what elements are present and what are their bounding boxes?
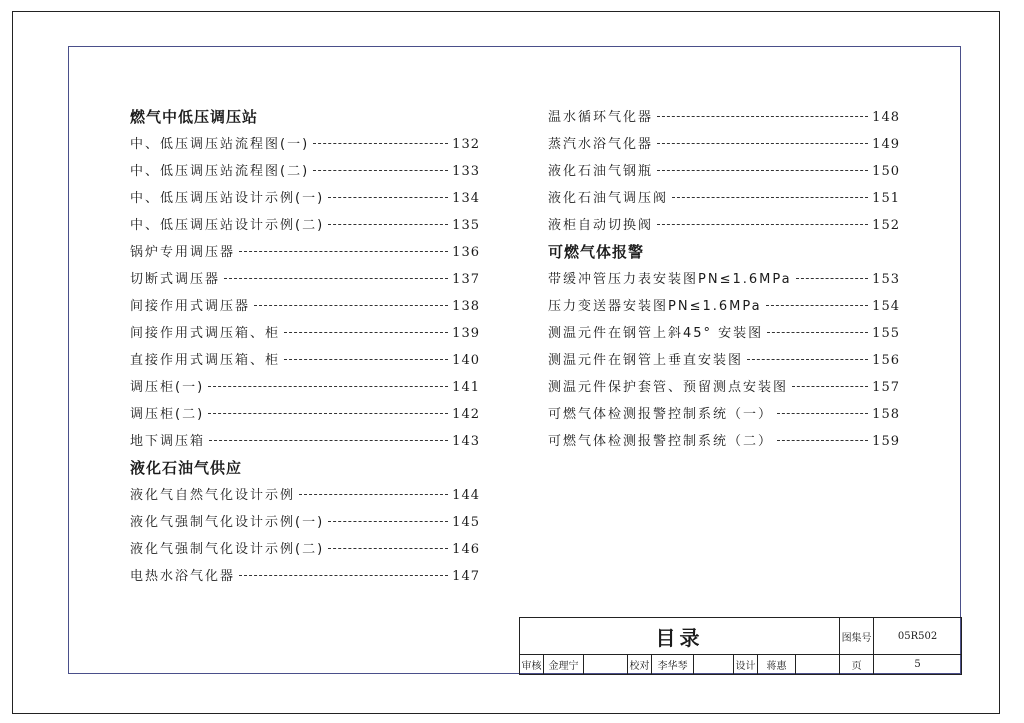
toc-entry[interactable] — [130, 160, 480, 187]
toc-entry-page: 137 — [452, 272, 480, 287]
dot-leader — [657, 170, 868, 171]
toc-entry-page: 150 — [872, 164, 900, 179]
toc-entry[interactable] — [130, 133, 480, 160]
dot-leader — [224, 278, 448, 279]
dot-leader — [208, 413, 448, 414]
toc-entry[interactable] — [548, 268, 900, 295]
toc-entry[interactable] — [548, 403, 900, 430]
toc-entry-page: 142 — [452, 407, 480, 422]
toc-right-column — [548, 106, 900, 457]
toc-entry[interactable] — [548, 322, 900, 349]
dot-leader — [767, 332, 868, 333]
review-signature — [584, 655, 628, 675]
toc-entry-page: 143 — [452, 434, 480, 449]
check-label: 校对 — [628, 655, 652, 675]
dot-leader — [328, 197, 448, 198]
toc-entry-title: 调压柜(二) — [130, 407, 205, 422]
dot-leader — [284, 332, 448, 333]
toc-entry[interactable] — [130, 376, 480, 403]
toc-entry-page: 159 — [872, 434, 900, 449]
toc-entry-title: 液化气自然气化设计示例 — [130, 488, 296, 503]
toc-entry-page: 134 — [452, 191, 480, 206]
toc-entry-title: 中、低压调压站设计示例(一) — [130, 191, 325, 206]
check-signature — [694, 655, 734, 675]
toc-entry[interactable] — [130, 187, 480, 214]
toc-entry-title: 调压柜(一) — [130, 380, 205, 395]
dot-leader — [657, 116, 868, 117]
dot-leader — [284, 359, 448, 360]
design-name: 蒋惠 — [758, 655, 796, 675]
review-name: 金理宁 — [544, 655, 584, 675]
dot-leader — [328, 224, 448, 225]
toc-entry-page: 147 — [452, 569, 480, 584]
toc-entry[interactable] — [130, 214, 480, 241]
toc-entry[interactable] — [548, 160, 900, 187]
toc-entry-page: 141 — [452, 380, 480, 395]
toc-entry-title: 可燃气体检测报警控制系统（一） — [548, 407, 774, 422]
toc-entry-page: 133 — [452, 164, 480, 179]
toc-entry-page: 156 — [872, 353, 900, 368]
toc-entry-page: 152 — [872, 218, 900, 233]
toc-entry[interactable] — [130, 565, 480, 592]
toc-entry[interactable] — [548, 376, 900, 403]
toc-entry[interactable] — [548, 214, 900, 241]
toc-entry-title: 锅炉专用调压器 — [130, 245, 236, 260]
toc-left-column — [130, 106, 480, 592]
toc-entry-page: 148 — [872, 110, 900, 125]
toc-entry-title: 直接作用式调压箱、柜 — [130, 353, 281, 368]
toc-entry-title: 蒸汽水浴气化器 — [548, 137, 654, 152]
review-label: 审核 — [520, 655, 544, 675]
toc-entry-page: 135 — [452, 218, 480, 233]
toc-entry-title: 测温元件保护套管、预留测点安装图 — [548, 380, 789, 395]
toc-entry-page: 140 — [452, 353, 480, 368]
toc-entry[interactable] — [548, 430, 900, 457]
dot-leader — [796, 278, 869, 279]
toc-entry-page: 136 — [452, 245, 480, 260]
toc-entry-title: 液化石油气钢瓶 — [548, 164, 654, 179]
toc-entry[interactable] — [130, 241, 480, 268]
toc-entry[interactable] — [130, 484, 480, 511]
toc-entry-page: 151 — [872, 191, 900, 206]
drawing-title: 目录 — [520, 618, 840, 655]
dot-leader — [777, 413, 868, 414]
page-label: 页 — [840, 655, 874, 675]
toc-entry-title: 可燃气体检测报警控制系统（二） — [548, 434, 774, 449]
dot-leader — [239, 251, 448, 252]
toc-entry-title: 压力变送器安装图PN≤1.6MPa — [548, 299, 762, 314]
dot-leader — [657, 224, 868, 225]
toc-entry-page: 138 — [452, 299, 480, 314]
check-name: 李华琴 — [652, 655, 694, 675]
dot-leader — [299, 494, 448, 495]
toc-entry[interactable] — [548, 187, 900, 214]
toc-entry-page: 153 — [872, 272, 900, 287]
toc-entry-title: 测温元件在钢管上垂直安装图 — [548, 353, 744, 368]
section-heading: 可燃气体报警 — [548, 243, 645, 261]
dot-leader — [328, 521, 448, 522]
toc-entry-title: 间接作用式调压箱、柜 — [130, 326, 281, 341]
toc-entry[interactable] — [130, 349, 480, 376]
dot-leader — [657, 143, 868, 144]
toc-entry[interactable] — [548, 295, 900, 322]
toc-entry[interactable] — [548, 106, 900, 133]
toc-entry[interactable] — [130, 322, 480, 349]
toc-entry[interactable] — [130, 268, 480, 295]
dot-leader — [254, 305, 448, 306]
toc-entry-title: 测温元件在钢管上斜45° 安装图 — [548, 326, 764, 341]
section-heading: 燃气中低压调压站 — [130, 108, 259, 126]
page-number: 5 — [874, 655, 962, 675]
toc-entry-title: 带缓冲管压力表安装图PN≤1.6MPa — [548, 272, 792, 287]
dot-leader — [766, 305, 869, 306]
dot-leader — [208, 386, 448, 387]
toc-entry-title: 切断式调压器 — [130, 272, 221, 287]
toc-entry-title: 液化气强制气化设计示例(一) — [130, 515, 325, 530]
toc-entry[interactable] — [548, 133, 900, 160]
dot-leader — [792, 386, 868, 387]
dot-leader — [239, 575, 448, 576]
design-label: 设计 — [734, 655, 758, 675]
design-signature — [796, 655, 840, 675]
toc-entry-page: 132 — [452, 137, 480, 152]
toc-entry-title: 电热水浴气化器 — [130, 569, 236, 584]
toc-entry[interactable] — [548, 349, 900, 376]
toc-entry-title: 中、低压调压站流程图(一) — [130, 137, 310, 152]
toc-entry-page: 158 — [872, 407, 900, 422]
toc-entry-title: 地下调压箱 — [130, 434, 206, 449]
toc-entry-title: 液化气强制气化设计示例(二) — [130, 542, 325, 557]
atlas-number: 05R502 — [874, 618, 962, 655]
toc-entry[interactable] — [130, 430, 480, 457]
toc-entry-title: 中、低压调压站设计示例(二) — [130, 218, 325, 233]
toc-entry-title: 液化石油气调压阀 — [548, 191, 669, 206]
toc-entry-page: 155 — [872, 326, 900, 341]
toc-entry-page: 154 — [872, 299, 900, 314]
toc-entry-title: 中、低压调压站流程图(二) — [130, 164, 310, 179]
toc-entry[interactable] — [130, 538, 480, 565]
title-block — [519, 617, 961, 674]
dot-leader — [777, 440, 868, 441]
dot-leader — [313, 143, 448, 144]
dot-leader — [672, 197, 868, 198]
toc-entry-page: 145 — [452, 515, 480, 530]
toc-entry[interactable] — [130, 295, 480, 322]
dot-leader — [209, 440, 448, 441]
atlas-label: 图集号 — [840, 618, 874, 655]
section-heading: 液化石油气供应 — [130, 459, 243, 477]
toc-entry-page: 139 — [452, 326, 480, 341]
toc-entry[interactable] — [130, 403, 480, 430]
toc-entry-page: 149 — [872, 137, 900, 152]
toc-entry[interactable] — [130, 511, 480, 538]
toc-entry-title: 温水循环气化器 — [548, 110, 654, 125]
toc-entry-page: 157 — [872, 380, 900, 395]
dot-leader — [747, 359, 868, 360]
toc-entry-page: 144 — [452, 488, 480, 503]
dot-leader — [313, 170, 448, 171]
dot-leader — [328, 548, 448, 549]
toc-entry-title: 液柜自动切换阀 — [548, 218, 654, 233]
toc-entry-page: 146 — [452, 542, 480, 557]
toc-entry-title: 间接作用式调压器 — [130, 299, 251, 314]
